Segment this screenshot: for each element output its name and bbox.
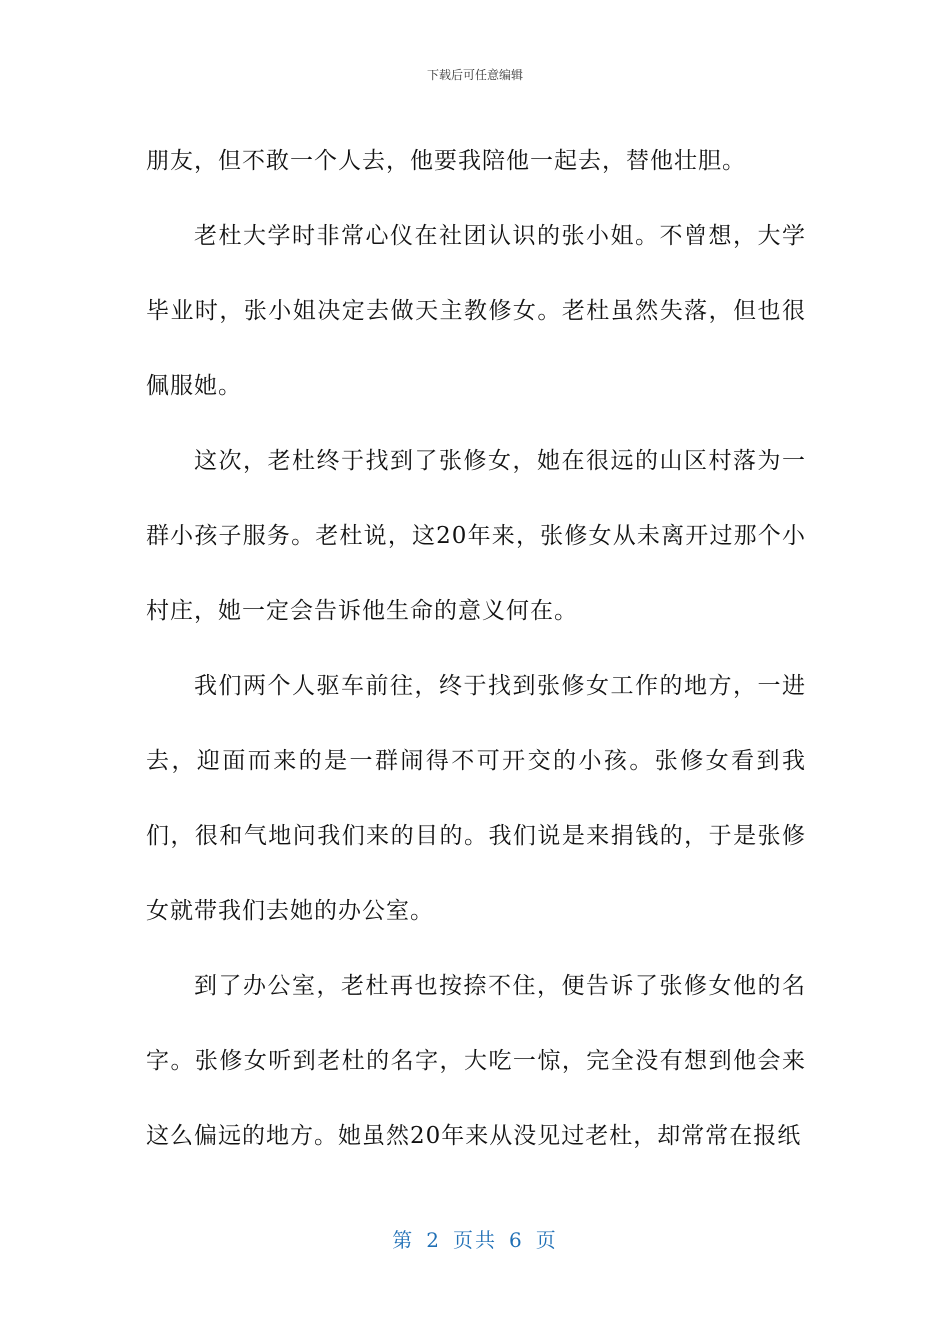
footer-page-number: 2 (426, 1228, 441, 1252)
page-header: 下载后可任意编辑 (426, 68, 523, 82)
page-footer (0, 1224, 950, 1253)
paragraph: 我们两个人驱车前往，终于找到张修女工作的地方，一进去，迎面而来的是一群闹得不可开交的小孩。张修女看到我们，很和气地问我们来的目的。我们说是来捐钱的，于是张修女就带我们去她的办公室。 (146, 673, 806, 924)
footer-prefix: 第 (392, 1228, 415, 1252)
paragraph: 老杜大学时非常心仪在社团认识的张小姐。不曾想，大学毕业时，张小姐决定去做天主教修女。老杜虽然失落，但也很佩服她。 (146, 223, 806, 399)
paragraph: 到了办公室，老杜再也按捺不住，便告诉了张修女他的名字。张修女听到老杜的名字，大吃一惊，完全没有想到他会来这么偏远的地方。她虽然20年来从没见过老杜，却常常在报纸 (146, 973, 806, 1149)
document-body (146, 124, 806, 1174)
paragraph: 这次，老杜终于找到了张修女，她在很远的山区村落为一群小孩子服务。老杜说，这20年来，张修女从未离开过那个小村庄，她一定会告诉他生命的意义何在。 (146, 448, 806, 624)
footer-total-pages: 6 (509, 1228, 524, 1252)
footer-middle: 页共 (453, 1228, 497, 1252)
footer-suffix: 页 (535, 1228, 558, 1252)
paragraph: 朋友，但不敢一个人去，他要我陪他一起去，替他壮胆。 (146, 148, 746, 174)
